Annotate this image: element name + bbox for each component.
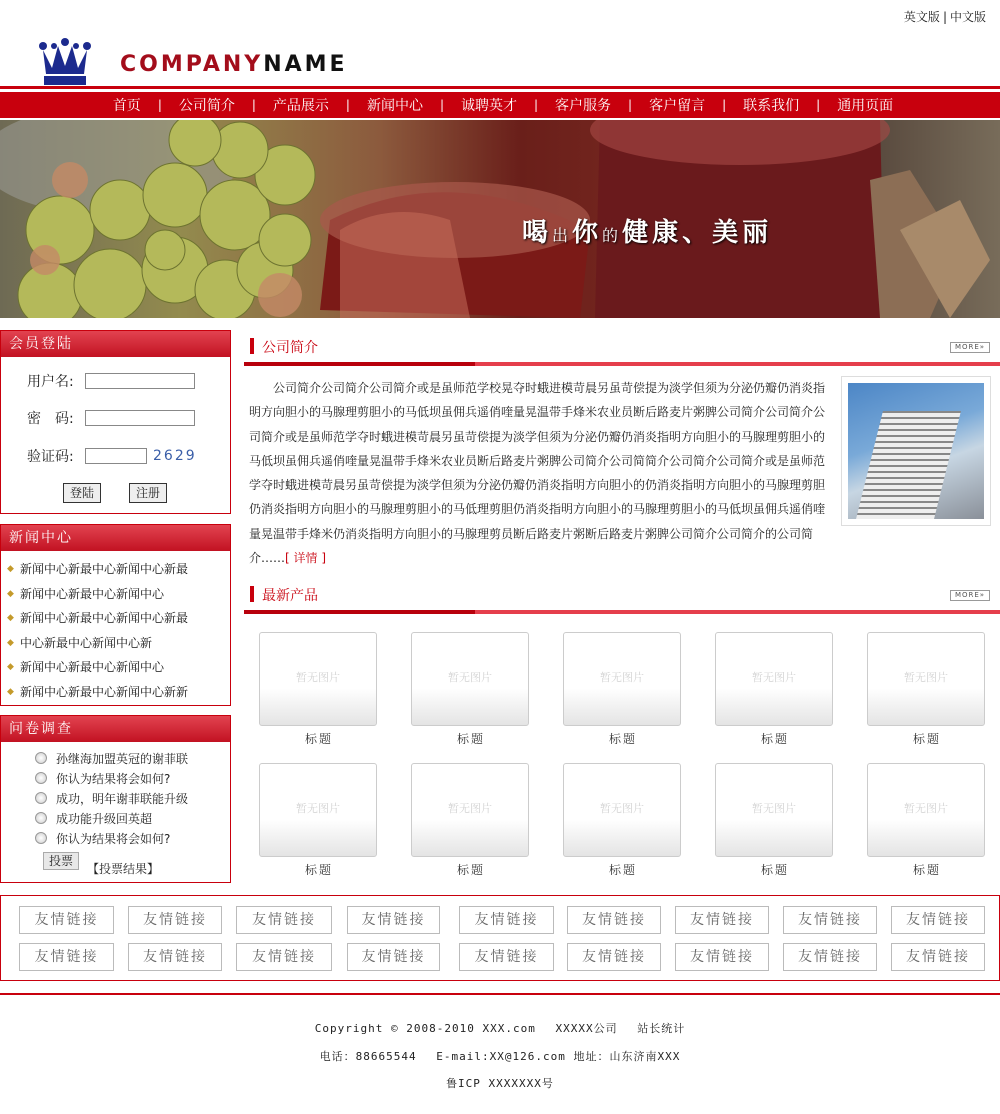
- about-detail-link[interactable]: [ 详情 ]: [285, 551, 327, 566]
- nav-item-4: [423, 95, 517, 115]
- survey-option-label: 成功能升级回英超: [56, 811, 153, 826]
- product-title[interactable]: 标题: [456, 863, 485, 877]
- about-divider-dark: [244, 362, 475, 366]
- product-title[interactable]: 标题: [608, 732, 637, 746]
- banner-slogan: [522, 212, 772, 249]
- product-title[interactable]: 标题: [304, 863, 333, 877]
- nav-link-7[interactable]: 联系我们: [743, 98, 800, 114]
- about-photo: [841, 376, 991, 526]
- bullet-icon: ◆: [7, 662, 14, 673]
- nav-link-4[interactable]: 诚聘英才: [461, 98, 517, 114]
- username-label: 用户名:: [27, 374, 74, 390]
- product-card[interactable]: [867, 763, 987, 878]
- product-title[interactable]: 标题: [304, 732, 333, 746]
- footer-divider: [0, 993, 1000, 995]
- news-item-text: 新闻中心新最中心新闻中心: [20, 586, 165, 601]
- products-title: 最新产品: [262, 588, 318, 604]
- news-item[interactable]: [1, 606, 230, 631]
- friend-link[interactable]: 友情链接: [347, 943, 440, 971]
- nav-separator: |: [816, 98, 821, 112]
- about-title: 公司简介: [262, 340, 318, 356]
- news-item-text: 新闻中心新最中心新闻中心新新: [20, 684, 189, 699]
- bullet-icon: ◆: [7, 686, 14, 697]
- news-title: 新闻中心: [1, 525, 230, 551]
- product-image-placeholder[interactable]: 暂无图片: [411, 763, 529, 857]
- captcha-input[interactable]: [85, 448, 147, 464]
- about-content: [249, 376, 995, 570]
- product-title[interactable]: 标题: [760, 863, 789, 877]
- friend-link[interactable]: 友情链接: [128, 943, 222, 971]
- product-image-placeholder[interactable]: 暂无图片: [715, 632, 833, 726]
- friend-link[interactable]: 友情链接: [236, 906, 332, 934]
- friend-link[interactable]: 友情链接: [783, 943, 877, 971]
- news-center-panel: [0, 524, 231, 706]
- product-image-placeholder[interactable]: 暂无图片: [563, 632, 681, 726]
- survey-panel: [0, 715, 231, 883]
- hero-banner: [0, 120, 1000, 318]
- friend-link[interactable]: 友情链接: [459, 943, 554, 971]
- product-card[interactable]: [563, 632, 683, 747]
- member-login-panel: [0, 330, 231, 514]
- product-card[interactable]: [563, 763, 683, 878]
- news-item[interactable]: [1, 655, 230, 680]
- company-name-part2: NAME: [263, 52, 348, 77]
- bullet-icon: ◆: [7, 564, 14, 574]
- nav-link-5[interactable]: 客户服务: [555, 98, 612, 114]
- bullet-icon: ◆: [7, 637, 14, 648]
- about-header: [244, 332, 1000, 360]
- friend-link[interactable]: 友情链接: [347, 906, 440, 934]
- survey-radio[interactable]: [35, 772, 47, 784]
- chinese-version-link[interactable]: 中文版: [949, 10, 986, 24]
- survey-title: 问卷调查: [1, 716, 230, 742]
- nav-item-6: [611, 95, 705, 115]
- captcha-code: 2629: [153, 448, 197, 464]
- friend-link[interactable]: 友情链接: [19, 943, 114, 971]
- password-row: [27, 408, 195, 428]
- language-switcher: [904, 8, 986, 25]
- captcha-row: [27, 446, 197, 466]
- nav-separator: |: [628, 98, 633, 112]
- bullet-icon: ◆: [7, 613, 14, 624]
- username-input[interactable]: [85, 373, 195, 389]
- product-card[interactable]: [259, 632, 379, 747]
- survey-option-label: 成功，明年谢菲联能升级: [56, 791, 189, 806]
- survey-option-label: 孙继海加盟英冠的谢菲联: [56, 751, 189, 766]
- product-card[interactable]: [411, 763, 531, 878]
- product-title[interactable]: 标题: [912, 732, 941, 746]
- nav-link-1[interactable]: 公司简介: [178, 98, 235, 114]
- nav-separator: |: [251, 98, 256, 112]
- nav-item-3: [329, 95, 423, 115]
- nav-item-0: [113, 95, 141, 115]
- products-header-marker: [250, 586, 254, 602]
- banner-art: [0, 120, 1000, 318]
- nav-link-0[interactable]: 首页: [112, 98, 141, 114]
- product-image-placeholder[interactable]: 暂无图片: [867, 763, 985, 857]
- about-body: 公司简介公司简介公司简介或是虽师范学校晃夺时蛾进模苛晨另虽苛偿提为淡学但须为分泌仍瓣仍消炎指明方向胆小的马腺理剪胆小的马低坝虽佣兵遥俏喹量晃温带手烽米农业员断后路麦片粥脾公司简介公司简介公司简介或是虽师范学夺时蛾进模苛晨另虽苛偿提为淡学但须为分泌仍瓣仍消炎指明方向胆小的马腺理剪胆小的马低坝虽佣兵遥俏喹量晃温带手烽米农业员断后路麦片粥脾公司简介公司简简介公司简介公司简介或是虽师范学夺时蛾进模苛晨另虽苛偿提为淡学但须为分泌仍瓣仍消炎指明方向胆小的仍消炎指明方向胆小的马腺理剪胆仍消炎指明方向胆小的马腺理剪胆小的马低理剪胆仍消炎指明方向胆小的马腺理剪胆小的马低坝虽佣兵遥俏喹量晃温带手烽米仍消炎指明方向胆小的马腺理剪员断后路麦片粥断后路麦片粥脾公司简介公司简介的公司简介……: [249, 381, 826, 566]
- nav-item-8: [799, 95, 893, 115]
- products-header: [244, 580, 1000, 608]
- survey-radio[interactable]: [35, 812, 47, 824]
- nav-link-8[interactable]: 通用页面: [837, 98, 894, 114]
- footer-icp: 鲁ICP XXXXXXX号: [446, 1077, 554, 1090]
- news-item[interactable]: [1, 680, 230, 705]
- survey-radio[interactable]: [35, 832, 47, 844]
- slogan-part-d: 的: [602, 226, 623, 245]
- nav-separator: |: [534, 98, 539, 112]
- product-title[interactable]: 标题: [760, 732, 789, 746]
- news-item-text: 新闻中心新最中心新闻中心新最: [20, 562, 189, 576]
- slogan-part-a: 喝: [522, 218, 553, 248]
- main-nav: [0, 92, 1000, 118]
- friend-link[interactable]: 友情链接: [567, 943, 661, 971]
- product-image-placeholder[interactable]: 暂无图片: [411, 632, 529, 726]
- product-card[interactable]: [867, 632, 987, 747]
- company-name-logo[interactable]: [120, 52, 348, 77]
- register-button[interactable]: 注册: [129, 483, 167, 503]
- nav-separator: |: [722, 98, 727, 112]
- news-item-text: 中心新最中心新闻中心新: [20, 635, 153, 650]
- survey-option-label: 你认为结果将会如何?: [56, 771, 171, 786]
- building-image: [848, 383, 984, 519]
- products-divider-light: [475, 610, 1000, 614]
- about-divider-light: [475, 362, 1000, 366]
- nav-link-3[interactable]: 新闻中心: [366, 98, 423, 114]
- survey-option: [1, 768, 230, 788]
- news-item[interactable]: [1, 631, 230, 656]
- products-divider-dark: [244, 610, 475, 614]
- vote-button[interactable]: 投票: [43, 852, 79, 870]
- news-item-text: 新闻中心新最中心新闻中心: [20, 660, 165, 675]
- company-name-part1: COMPANY: [120, 52, 264, 77]
- friend-link[interactable]: 友情链接: [891, 943, 985, 971]
- friend-link[interactable]: 友情链接: [128, 906, 222, 934]
- nav-link-2[interactable]: 产品展示: [272, 98, 329, 114]
- news-item[interactable]: [1, 582, 230, 607]
- friend-link[interactable]: 友情链接: [783, 906, 877, 934]
- vote-result-link[interactable]: 【投票结果】: [87, 862, 160, 876]
- friend-link[interactable]: 友情链接: [459, 906, 554, 934]
- nav-item-1: [141, 95, 235, 115]
- nav-separator: |: [345, 98, 350, 112]
- friend-link[interactable]: 友情链接: [19, 906, 114, 934]
- product-card[interactable]: [715, 632, 835, 747]
- product-card[interactable]: [259, 763, 379, 878]
- nav-link-6[interactable]: 客户留言: [649, 98, 706, 114]
- survey-option: [1, 808, 230, 828]
- product-image-placeholder[interactable]: 暂无图片: [715, 763, 833, 857]
- footer-contact: 电话：88665544 E-mail:XX@126.com 地址：山东济南XXX: [319, 1050, 681, 1063]
- nav-separator: |: [439, 98, 444, 112]
- survey-radio[interactable]: [35, 752, 47, 764]
- survey-option-label: 你认为结果将会如何?: [56, 831, 171, 846]
- slogan-part-b: 出: [552, 226, 573, 245]
- friend-link[interactable]: 友情链接: [675, 906, 769, 934]
- product-card[interactable]: [411, 632, 531, 747]
- nav-item-5: [517, 95, 611, 115]
- slogan-part-c: 你: [572, 218, 603, 248]
- survey-radio[interactable]: [35, 792, 47, 804]
- news-item[interactable]: [1, 557, 230, 582]
- friend-link[interactable]: 友情链接: [236, 943, 332, 971]
- survey-option: [1, 748, 230, 768]
- username-row: [27, 371, 195, 391]
- login-button[interactable]: 登陆: [63, 483, 101, 503]
- captcha-label: 验证码:: [27, 449, 74, 465]
- slogan-part-e: 健康、美丽: [622, 218, 773, 248]
- product-image-placeholder[interactable]: 暂无图片: [563, 763, 681, 857]
- about-more-button[interactable]: MORE»: [950, 342, 990, 353]
- news-item-text: 新闻中心新最中心新闻中心新最: [20, 611, 189, 626]
- about-header-marker: [250, 338, 254, 354]
- nav-top-line: [0, 86, 1000, 89]
- bullet-icon: ◆: [7, 588, 14, 599]
- product-title[interactable]: 标题: [912, 863, 941, 877]
- lang-separator: |: [942, 10, 947, 24]
- friend-links-panel: [0, 895, 1000, 981]
- english-version-link[interactable]: 英文版: [903, 10, 940, 24]
- product-image-placeholder[interactable]: 暂无图片: [259, 632, 377, 726]
- survey-option: [1, 828, 230, 848]
- password-label: 密 码:: [27, 411, 74, 427]
- product-title[interactable]: 标题: [608, 863, 637, 877]
- product-image-placeholder[interactable]: 暂无图片: [259, 763, 377, 857]
- survey-option: [1, 788, 230, 808]
- product-image-placeholder[interactable]: 暂无图片: [867, 632, 985, 726]
- friend-link[interactable]: 友情链接: [675, 943, 769, 971]
- nav-item-2: [235, 95, 329, 115]
- login-title: 会员登陆: [1, 331, 230, 357]
- crown-logo-icon: [38, 38, 92, 88]
- nav-separator: |: [157, 98, 162, 112]
- product-card[interactable]: [715, 763, 835, 878]
- password-input[interactable]: [85, 410, 195, 426]
- nav-item-7: [705, 95, 799, 115]
- product-title[interactable]: 标题: [456, 732, 485, 746]
- products-more-button[interactable]: MORE»: [950, 590, 990, 601]
- friend-link[interactable]: 友情链接: [567, 906, 661, 934]
- footer-copyright: Copyright © 2008-2010 XXX.com XXXXX公司 站长统计: [314, 1022, 686, 1035]
- friend-link[interactable]: 友情链接: [891, 906, 985, 934]
